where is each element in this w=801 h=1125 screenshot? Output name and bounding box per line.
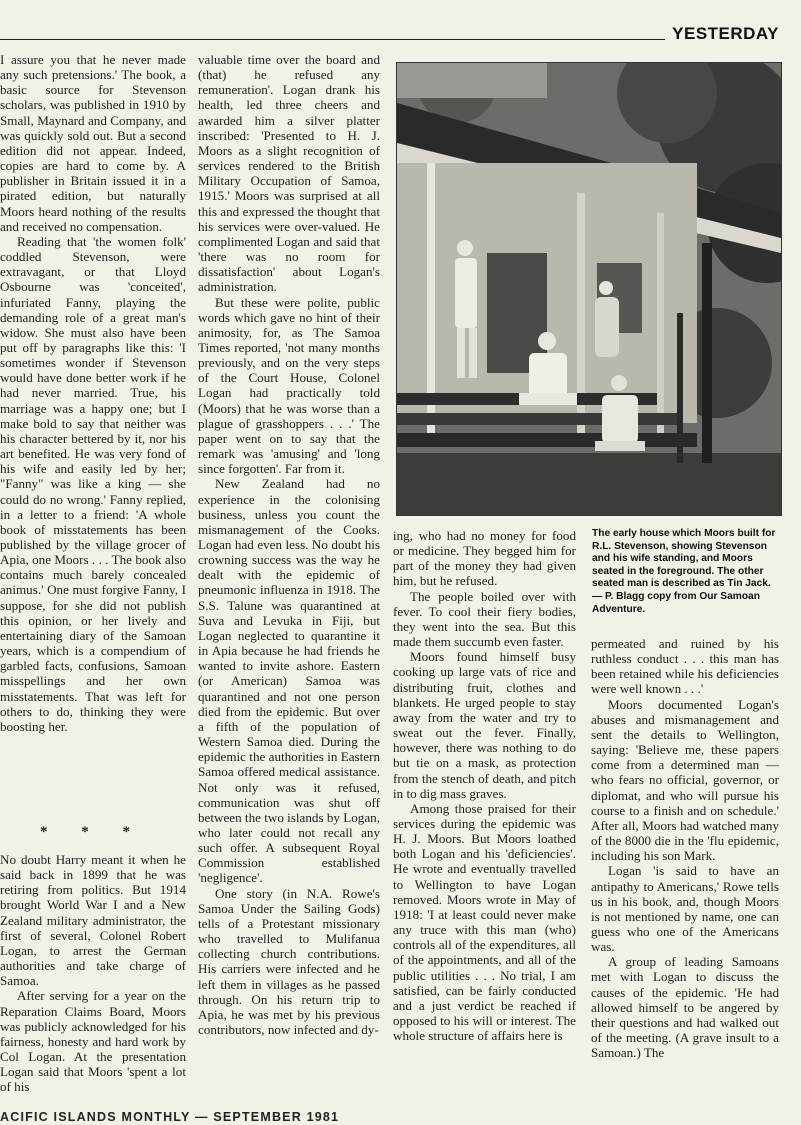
paragraph: Logan 'is said to have an antipathy to Americans,' Rowe tells us in his book, and, though Moors is not mentioned by name, one can guess who one of the Americans was. [591,863,779,955]
header-rule [0,39,665,40]
paragraph: valuable time over the board and (that) he refused any remuneration'. Logan drank his health, led three cheers and awarded him a silver platter inscribed: 'Presented to H. J. Moors as a slight recognition of services rendered to the British Military Occupation of Samoa, 1915.' Moors was surprised at all this and expressed the thought that his services were over-valued. He complimented Logan and said that 'there was no room for dissatisfaction' about Logan's administration. [198,52,380,295]
paragraph: Among those praised for their services during the epidemic was H. J. Moors. But Moors loathed both Logan and his 'deficiencies'. He wrote and eventually travelled to Wellington to have Logan removed. Moors wrote in May of 1918: 'I at least could never make any truce with this man (who) controls all of the expenditures, all of the appointments, and all of the public utilities . . . No trial, I am satisfied, can be fairly conducted and a just verdict be reached if opposed to his will or interest. The whole structure of affairs here is [393,800,576,1044]
article-column-1 [0,52,186,810]
photo-illustration [397,63,781,515]
paragraph: Moors found himself busy cooking up large vats of rice and distributing fruit, clothes and blankets. He urged people to stay away from the water and try to sweat out the fever. Finally, however, there was nothing to do but tie on a mask, as protection from the stench of death, and pitch in to dig mass graves. [393,649,576,801]
paragraph: ing, who had no money for food or medicine. They begged him for part of the money they had given him, but he refused. [393,528,576,589]
paragraph: The people boiled over with fever. To cool their fiery bodies, they went into the sea. But this made them succumb even faster. [393,588,576,650]
divider-star: * [122,824,130,840]
photo-caption: The early house which Moors built for R.L. Stevenson, showing Stevenson and his wife standing, and Moors seated in the foreground. The other seated man is described as Tin Jack. — P. Blagg copy from Our Samoan Adventure. [592,528,776,615]
article-column-4 [591,636,779,1121]
paragraph: A group of leading Samoans met with Logan to discuss the causes of the epidemic. 'He had allowed himself to be angered by their questions and had walked out of the meeting. (A grave insult to a Samoan.) The [591,954,779,1061]
paragraph: But these were polite, public words which gave no hint of their animosity, for, as The Samoa Times reported, 'not many months previously, and on the very steps of the Court House, Colonel Logan had practically told (Moors) that he was worse than a plague of grasshoppers . . .' The paper went on to say that the remark was 'amusing' and 'long since forgotten'. Far from it. [198,294,380,477]
article-column-3 [393,528,576,1118]
paragraph: New Zealand had no experience in the colonising business, unless you count the mismanagement of the Cooks. Logan had even less. No doubt his crowning success was the way he dealt with the epidemic of pneumonic influenza in 1918. The S.S. Talune was quarantined at Suva and Levuka in Fiji, but Logan neglected to quarantine it in Apia because he had friends he wanted to invite ashore. Eastern (or American) Samoa was quarantined and not one person died from the epidemic. But over a fifth of the population of Western Samoa died. During the epidemic the authorities in Eastern Samoa offered medical assistance. Not only was it refused, communication was shut off between the two islands by Logan, who later could not recall any such offer. A subsequent Royal Commission established 'negligence'. [198,476,380,886]
paragraph: After serving for a year on the Reparation Claims Board, Moors was publicly acknowledged for his fairness, honesty and hard work by Col Logan. At the presentation Logan said that Moors 'spent a lot of his [0,988,186,1095]
section-divider [40,824,130,841]
paragraph: permeated and ruined by his ruthless conduct . . . this man has been retained while his deficiencies were well known . . .' [591,636,779,697]
historic-house-photo [396,62,782,516]
paragraph: No doubt Harry meant it when he said back in 1899 that he was retiring from politics. But 1914 brought World War I and a New Zealand military administrator, the first of several, Colonel Robert Logan, to arrest the German authorities and take charge of Samoa. [0,852,186,989]
divider-star: * [40,824,48,840]
article-column-2 [198,52,380,1112]
paragraph: Reading that 'the women folk' coddled Stevenson, were extravagant, or that Lloyd Osbourne was 'conceited', infuriated Fanny, playing the demanding role of a great man's widow. She must also have been put off by paragraphs like this: 'I sometimes wonder if Stevenson would have done better work if he had never married. True, his marriage was a happy one; but I make bold to say that neither was his character bettered by it, nor his art benefited. He was very fond of his wife and easily led by her; "Fanny" was like a king — she could do no wrong.' Fanny replied, in a letter to a friend: 'A whole book of misstatements has been published by the village grocer of Apia, one Moors . . . The book also contains much barely concealed animus.' One must forgive Fanny, I suppose, for she did not publish this opinion, or her lively and entertaining diary of the Samoan years, which is a compendium of garbled facts, confusions, Samoan misspellings and her own misstatements. That was left for others to do, thinking they were boosting her. [0,233,186,734]
paragraph: One story (in N.A. Rowe's Samoa Under the Sailing Gods) tells of a Protestant missionary who travelled to Mulifanua collecting church contributions. His carriers were infected and he left them in villages as he passed through. On his return trip to Apia, he was met by his previous contributors, now infected and dy- [198,885,380,1037]
section-label: YESTERDAY [672,24,779,43]
article-column-1-continued [0,852,186,1107]
paragraph: I assure you that he never made any such pretensions.' The book, a basic source for Stevenson scholars, was published in 1910 by Small, Maynard and Company, and was quickly sold out. But a second edition did not appear. Indeed, copies are hard to come by. A publisher in Britain issued it in a pirated edition, but naturally Moors heard nothing of the results and received no compensation. [0,52,186,234]
paragraph: Moors documented Logan's abuses and mismanagement and sent the details to Wellington, saying: 'Believe me, these papers come from a determined man — who fears no official, governor, or diplomat, and who will pursue his course to a finish and on schedule.' After all, Moors had watched many of the 8000 die in the 'flu epidemic, including his son Mark. [591,696,779,864]
page-footer: ACIFIC ISLANDS MONTHLY — SEPTEMBER 1981 [0,1110,340,1124]
divider-star: * [81,824,89,840]
